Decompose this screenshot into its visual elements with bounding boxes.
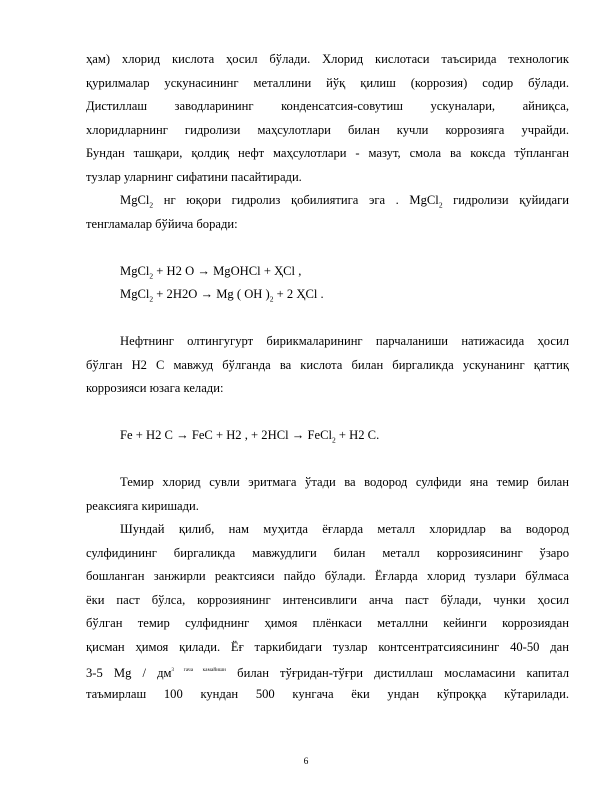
equation-3-part-a: Fe + H2 C → FeC + H2 , + 2HCl → FeCl [120,428,332,442]
paragraph-5-line-6: қисман ҳимоя қилади. Ёғ таркибидаги тузлар контсентратсиясининг 40-50 дан [86,639,569,654]
paragraph-5-line-8: таъмирлаш 100 кундан 500 кунгача ёки ундан кўпроққа кўтарилади. [86,686,569,701]
paragraph-4-line-1: Темир хлорид сувли эритмага ўтади ва водород сулфиди яна темир билан [120,475,569,489]
equation-3-part-b: + H2 C. [335,428,380,442]
paragraph-3-line-2: бўлган H2 C мавжуд бўлганда ва кислота билан биргаликда ускунанинг қаттиқ [86,357,569,372]
subscript: 2 [269,294,274,304]
paragraph-1-line-2: қурилмалар ускунасининг металлини йўқ қилиш (коррозия) содир бўлади. [86,75,569,90]
paragraph-4-last-line: реаксияга киришади. [86,498,199,513]
superscript-note: 3 гача камайиши [171,668,227,673]
subscript: 2 [149,271,154,281]
paragraph-2-last-line: тенгламалар бўйича боради: [86,216,238,231]
equation-2-part-b: + 2H2O → Mg ( OH ) [153,287,270,301]
subscript: 2 [149,294,154,304]
equation-1 [86,260,569,284]
equation-2 [86,283,569,307]
page-number: 6 [303,757,309,767]
paragraph-1-line-5: Бундан ташқари, қолдиқ нефт маҳсулотлари - мазут, смола ва коксда тўпланган [86,146,569,160]
paragraph-1-line-4: хлоридларнинг гидролизи маҳсулотлари билан кучли коррозияга учрайди. [86,122,569,137]
paragraph-2-line-1 [86,189,569,213]
paragraph-2-end: гидролизи қуйидаги [442,193,569,207]
subscript: 2 [438,200,443,210]
paragraph-5-line-3: бошланган занжирли реактсияси пайдо бўлади. Ёғларда хлорид тузлари бўлмаса [86,569,569,583]
paragraph-5-line-7-end: билан тўғридан-тўғри дистиллаш мосламасини капитал [226,666,569,680]
paragraph-3-line-1: Нефтнинг олтингугурт бирикмаларининг парчаланиши натижасида ҳосил [120,334,569,348]
equation-2-part-c: + 2 ҲCl . [273,287,324,301]
equation-3 [86,424,569,448]
mgcl-text: MgCl [120,193,150,207]
paragraph-1-line-1: ҳам) хлорид кислота ҳосил бўлади. Хлорид кислотаси таъсирида технологик [86,52,569,66]
equation-1-part-a: MgCl [120,263,150,278]
equation-1-part-b: + H2 O → MgOHCl + ҲCl , [153,263,302,278]
paragraph-5-line-1: Шундай қилиб, нам муҳитда ёғларда металл хлоридлар ва водород [120,522,569,536]
paragraph-2-middle: нг юқори гидролиз қобилиятига эга . MgCl [153,193,439,207]
paragraph-5-line-7-start: 3-5 Mg / дм [86,666,172,680]
paragraph-5-line-2: сулфидининг биргаликда мавжудлиги билан металл коррозиясининг ўзаро [86,545,569,560]
paragraph-5-line-4: ёки паст бўлса, коррозиянинг интенсивлиги анча паст бўлади, чунки ҳосил [86,592,569,607]
paragraph-3-last-line: коррозияси юзага келади: [86,381,224,395]
subscript: 2 [331,435,336,445]
paragraph-1-last-line: тузлар уларнинг сифатини пасайтиради. [86,169,302,184]
equation-2-part-a: MgCl [120,287,150,301]
subscript: 2 [149,200,154,210]
paragraph-1-line-3: Дистиллаш заводларининг конденсатсия-совутиш ускуналари, айниқса, [86,99,569,113]
paragraph-5-line-5: бўлган темир сулфиднинг ҳимоя плёнкаси металлни кейинги коррозиядан [86,616,569,630]
